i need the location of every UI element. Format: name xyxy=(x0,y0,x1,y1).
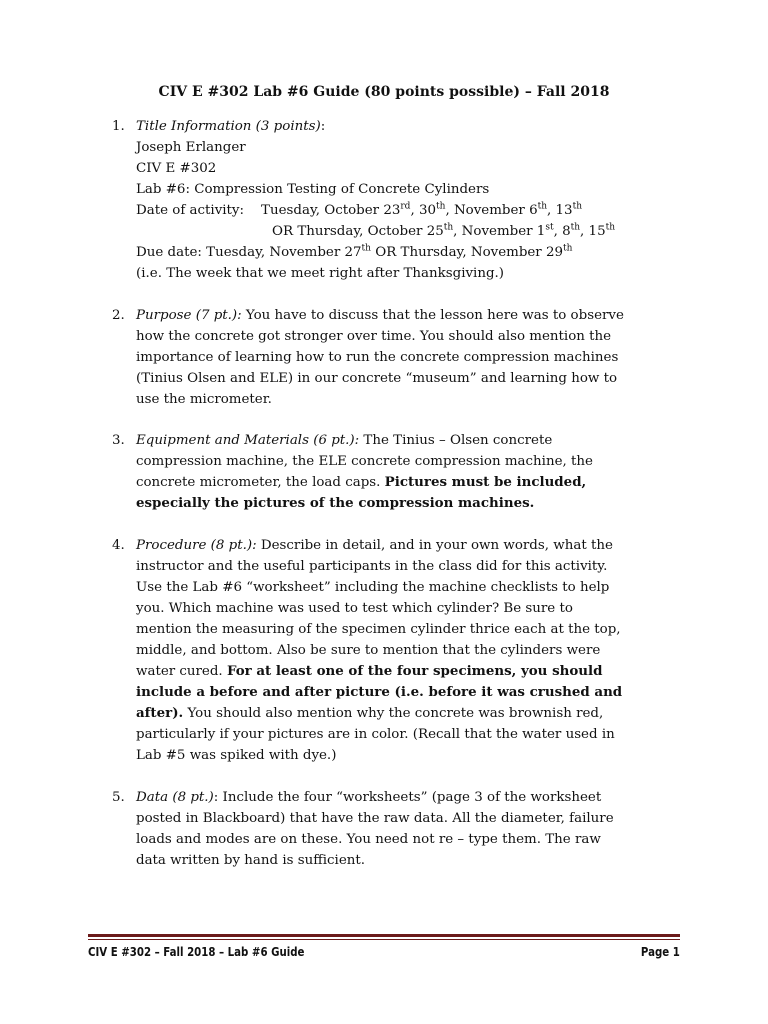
section-heading: Title Information (3 points) xyxy=(136,119,321,134)
emphasis-text: Pictures must be included, xyxy=(384,474,587,490)
section-heading: Equipment and Materials (6 pt.): xyxy=(136,433,360,448)
activity-dates-line-2: OR Thursday, October 25th, November 1st, 8th, 15th xyxy=(272,222,616,239)
activity-dates-line-1: Date of activity: Tuesday, October 23rd, 30th, November 6th, 13th xyxy=(136,201,582,218)
due-date-note: (i.e. The week that we meet right after Thanksgiving.) xyxy=(136,266,505,281)
section-number: 5. xyxy=(112,790,125,805)
section-heading: Procedure (8 pt.): xyxy=(136,538,257,553)
section-heading: Purpose (7 pt.): xyxy=(136,308,242,323)
section-number: 2. xyxy=(112,308,125,323)
section-purpose: 2. Purpose (7 pt.): You have to discuss that the lesson here was to observe how the concrete got stronger over time. You should also mention the importance of learning how to run the concrete compression machines (Tinius Olsen and ELE) in our concrete “museum” and learning how to use the micrometer. xyxy=(112,305,668,410)
footer-page-number: Page 1 xyxy=(641,945,680,959)
emphasis-text: after). xyxy=(136,705,184,721)
section-number: 1. xyxy=(112,119,125,134)
due-date: Due date: Tuesday, November 27th OR Thursday, November 29th xyxy=(136,243,573,260)
section-equipment-materials: 3. Equipment and Materials (6 pt.): The Tinius – Olsen concrete compression machine, the ELE concrete compression machine, the concrete micrometer, the load caps. Pictures must be included, especially the pictures of the compression machines. xyxy=(112,430,668,514)
footer-document-label: CIV E #302 – Fall 2018 – Lab #6 Guide xyxy=(88,945,305,959)
section-procedure: 4. Procedure (8 pt.): Describe in detail, and in your own words, what the instructor and the useful participants in the class did for this activity. Use the Lab #6 “worksheet” including the machine checklists to help you. Which machine was used to test which cylinder? Be sure to mention the measuring of the specimen cylinder thrice each at the top, middle, and bottom. Also be sure to mention that the cylinders were water cured. For at least one of the four specimens, you should include a before and after picture (i.e. before it was crushed and after). You should also mention why the concrete was brownish red, particularly if your pictures are in color. (Recall that the water used in Lab #5 was spiked with dye.) xyxy=(112,535,668,766)
author-name: Joseph Erlanger xyxy=(136,140,246,155)
emphasis-text: especially the pictures of the compression machines. xyxy=(136,495,535,511)
section-heading: Data (8 pt.) xyxy=(136,790,214,805)
lab-title: Lab #6: Compression Testing of Concrete Cylinders xyxy=(136,182,490,197)
document-title: CIV E #302 Lab #6 Guide (80 points possible) – Fall 2018 xyxy=(158,84,610,100)
footer-rule-thick xyxy=(88,934,680,937)
section-data: 5. Data (8 pt.): Include the four “worksheets” (page 3 of the worksheet posted in Blackboard) that have the raw data. All the diameter, failure loads and modes are on these. You need not re – type them. The raw data written by hand is sufficient. xyxy=(112,787,668,871)
section-title-information: 1. Title Information (3 points): Joseph Erlanger CIV E #302 Lab #6: Compression Testing of Concrete Cylinders Date of activity: Tuesday, October 23rd, 30th, November 6th, 13th OR Thursday, October 25th, November 1st, 8th, 15th Due date: Tuesday, November 27th OR Thursday, November 29th (i.e. The week that we meet right after Thanksgiving.) xyxy=(112,116,668,284)
course-code: CIV E #302 xyxy=(136,161,217,176)
emphasis-text: include a before and after picture (i.e. before it was crushed and xyxy=(136,684,623,700)
section-number: 4. xyxy=(112,538,125,553)
footer-rule-thin xyxy=(88,939,680,940)
emphasis-text: For at least one of the four specimens, you should xyxy=(226,663,603,679)
section-number: 3. xyxy=(112,433,125,448)
